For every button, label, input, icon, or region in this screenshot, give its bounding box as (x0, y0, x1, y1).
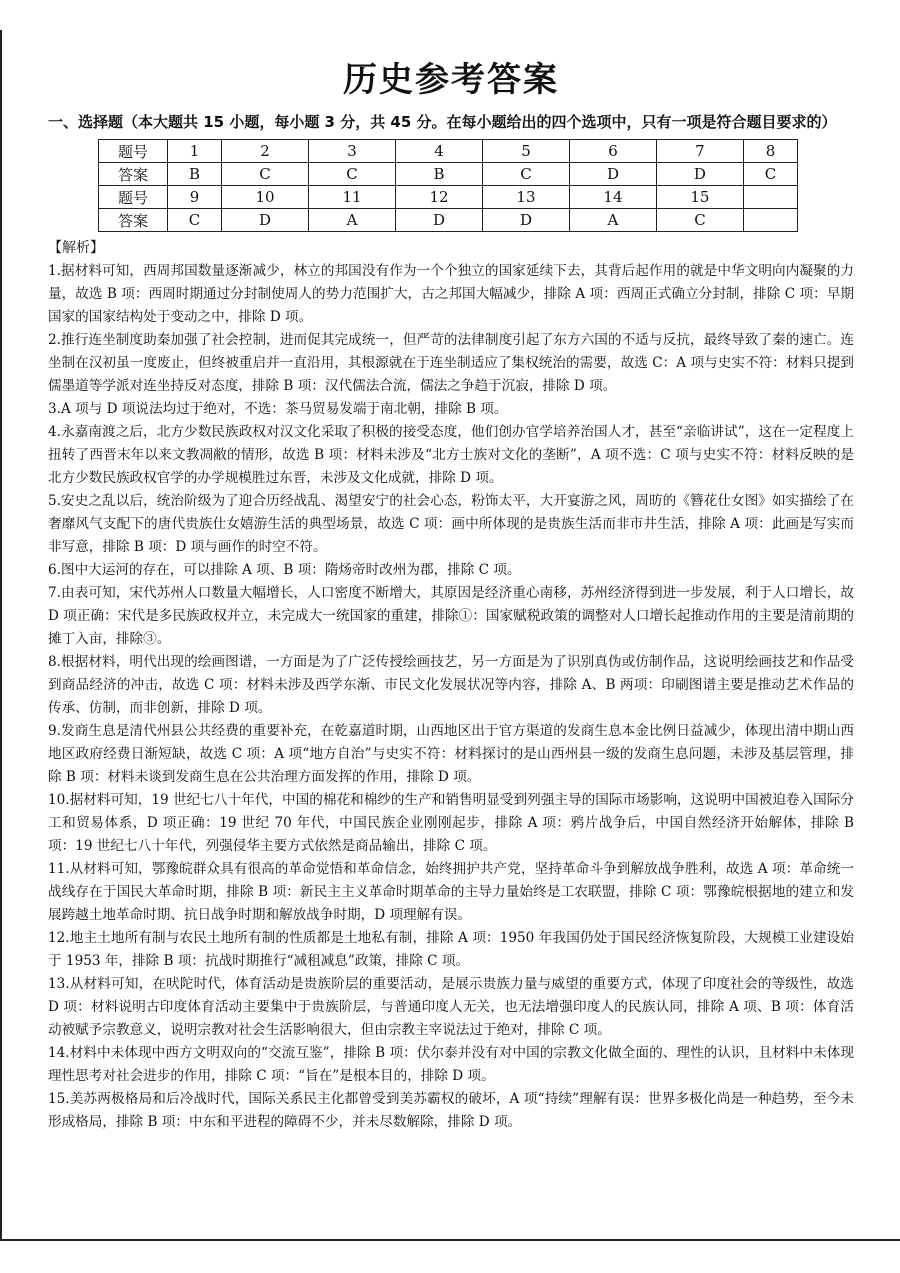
table-cell: B (168, 163, 222, 186)
analysis-item: 8.根据材料，明代出现的绘画图谱，一方面是为了广泛传授绘画技艺，另一方面是为了识别真伪或仿制作品，这说明绘画技艺和作品受到商品经济的冲击，故选 C 项：材料未涉及西学东渐、市民文化发展状况等内容，排除 A、B 两项：印刷图谱主要是推动艺术作品的传承、仿制，而非创新，排除 D 项。 (48, 654, 854, 716)
table-cell: D (656, 163, 743, 186)
analysis-item: 11.从材料可知，鄂豫皖群众具有很高的革命觉悟和革命信念，始终拥护共产党，坚持革命斗争到解放战争胜利，故选 A 项：革命统一战线存在于国民大革命时期，排除 B 项：新民主主义革命时期革命的主导力量始终是工农联盟，排除 C 项：鄂豫皖根据地的建立和发展跨越土地革命时期、抗日战争时期和解放战争时期，D 项理解有误。 (48, 861, 854, 923)
table-cell (743, 186, 797, 209)
table-cell: 8 (743, 140, 797, 163)
answer-table-row (99, 163, 798, 186)
table-cell: 9 (168, 186, 222, 209)
row-label: 题号 (99, 186, 168, 209)
analysis-item: 15.美苏两极格局和后冷战时代，国际关系民主化都曾受到美苏霸权的破坏，A 项“持续”理解有误：世界多极化尚是一种趋势，至今未形成格局，排除 B 项：中东和平进程的障碍不少，并未尽数解除，排除 D 项。 (48, 1091, 854, 1130)
analysis-label: 【解析】 (48, 240, 104, 256)
table-cell (743, 209, 797, 232)
table-cell: D (482, 209, 569, 232)
table-cell: A (569, 209, 656, 232)
table-cell: 2 (222, 140, 309, 163)
table-cell: 5 (482, 140, 569, 163)
table-cell: C (309, 163, 396, 186)
table-cell: 7 (656, 140, 743, 163)
table-cell: C (743, 163, 797, 186)
table-cell: 15 (656, 186, 743, 209)
page-border-left (0, 30, 2, 1240)
table-cell: 3 (309, 140, 396, 163)
analysis-item: 6.图中大运河的存在，可以排除 A 项、B 项：隋炀帝时改州为郡，排除 C 项。 (48, 562, 521, 578)
table-cell: 4 (396, 140, 483, 163)
analysis-item: 9.发商生息是清代州县公共经费的重要补充，在乾嘉道时期，山西地区出于官方渠道的发商生息本金比例日益减少，体现出清中期山西地区政府经费日渐短缺，故选 C 项：A 项“地方自治”与史实不符：材料探讨的是山西州县一级的发商生息问题，未涉及基层管理，排除 B 项：材料未谈到发商生息在公共治理方面发挥的作用，排除 D 项。 (48, 723, 854, 785)
table-cell: 6 (569, 140, 656, 163)
table-cell: D (222, 209, 309, 232)
row-label: 答案 (99, 163, 168, 186)
section-heading: 一、选择题（本大题共 15 小题，每小题 3 分，共 45 分。在每小题给出的四个选项中，只有一项是符合题目要求的） (48, 113, 837, 131)
analysis-item: 1.据材料可知，西周邦国数量逐渐减少，林立的邦国没有作为一个个独立的国家延续下去，其背后起作用的就是中华文明向内凝聚的力量，故选 B 项：西周时期通过分封制使周人的势力范围扩大，古之邦国大幅减少，排除 A 项：西周正式确立分封制，排除 C 项：早期国家的国家结构处于变动之中，排除 D 项。 (48, 263, 854, 325)
answer-document (48, 52, 854, 1134)
analysis-item: 14.材料中未体现中西方文明双向的“交流互鉴”，排除 B 项：伏尔泰并没有对中国的宗教文化做全面的、理性的认识，且材料中未体现理性思考对社会进步的作用，排除 C 项：“旨在”是根本目的，排除 D 项。 (48, 1045, 854, 1084)
analysis-item: 10.据材料可知，19 世纪七八十年代，中国的棉花和棉纱的生产和销售明显受到列强主导的国际市场影响，这说明中国被迫卷入国际分工和贸易体系，D 项正确：19 世纪 70 年代，中国民族企业刚刚起步，排除 A 项：鸦片战争后，中国自然经济开始解体，排除 B 项：19 世纪七八十年代，列强侵华主要方式依然是商品输出，排除 C 项。 (48, 792, 854, 854)
table-cell: C (222, 163, 309, 186)
analysis-list (48, 260, 854, 1134)
analysis-item: 7.由表可知，宋代苏州人口数量大幅增长，人口密度不断增大，其原因是经济重心南移，苏州经济得到进一步发展，利于人口增长，故 D 项正确：宋代是多民族政权并立，未完成大一统国家的重建，排除①：国家赋税政策的调整对人口增长起推动作用的主要是清前期的摊丁入亩，排除③。 (48, 585, 854, 647)
table-cell: A (309, 209, 396, 232)
table-cell: C (482, 163, 569, 186)
analysis-item: 5.安史之乱以后，统治阶级为了迎合历经战乱、渴望安宁的社会心态，粉饰太平，大开宴游之风，周昉的《簪花仕女图》如实描绘了在奢靡风气支配下的唐代贵族仕女嬉游生活的典型场景，故选 C 项：画中所体现的是贵族生活而非市井生活，排除 A 项：此画是写实而非写意，排除 B 项：D 项与画作的时空不符。 (48, 493, 854, 555)
table-cell: 13 (482, 186, 569, 209)
analysis-item: 2.推行连坐制度助秦加强了社会控制，进而促其完成统一，但严苛的法律制度引起了东方六国的不适与反抗，最终导致了秦的速亡。连坐制在汉初虽一度废止，但终被重启并一直沿用，其根源就在于连坐制适应了集权统治的需要，故选 C：A 项与史实不符：材料只提到儒墨道等学派对连坐持反对态度，排除 B 项：汉代儒法合流，儒法之争趋于沉寂，排除 D 项。 (48, 332, 854, 394)
table-cell: D (396, 209, 483, 232)
row-label: 题号 (99, 140, 168, 163)
answer-table-row (99, 140, 798, 163)
table-cell: C (656, 209, 743, 232)
table-cell: 12 (396, 186, 483, 209)
table-cell: 14 (569, 186, 656, 209)
analysis-item: 13.从材料可知，在吠陀时代，体育活动是贵族阶层的重要活动，是展示贵族力量与威望的重要方式，体现了印度社会的等级性，故选 D 项：材料说明古印度体育活动主要集中于贵族阶层，与普通印度人无关，也无法增强印度人的民族认同，排除 A 项、B 项：体育活动被赋予宗教意义，说明宗教对社会生活影响很大，但由宗教主宰说法过于绝对，排除 C 项。 (48, 976, 854, 1038)
analysis-item: 12.地主土地所有制与农民土地所有制的性质都是土地私有制，排除 A 项：1950 年我国仍处于国民经济恢复阶段，大规模工业建设始于 1953 年，排除 B 项：抗战时期推行“减租减息”政策，排除 C 项。 (48, 930, 854, 969)
table-cell: 10 (222, 186, 309, 209)
answer-table-row (99, 209, 798, 232)
table-cell: 11 (309, 186, 396, 209)
table-cell: D (569, 163, 656, 186)
answer-table (98, 139, 798, 232)
table-cell: 1 (168, 140, 222, 163)
row-label: 答案 (99, 209, 168, 232)
table-cell: C (168, 209, 222, 232)
page-border-bottom (0, 1239, 900, 1241)
analysis-item: 3.A 项与 D 项说法均过于绝对，不选：茶马贸易发端于南北朝，排除 B 项。 (48, 401, 508, 417)
analysis-item: 4.永嘉南渡之后，北方少数民族政权对汉文化采取了积极的接受态度，他们创办官学培养治国人才，甚至“亲临讲试”，这在一定程度上扭转了西晋末年以来文教凋敝的情形，故选 B 项：材料未涉及“北方士族对文化的垄断”，A 项不选：C 项与史实不符：材料反映的是北方少数民族政权官学的办学规模胜过东晋，未涉及文化成就，排除 D 项。 (48, 424, 854, 486)
page-title: 历史参考答案 (343, 60, 559, 100)
answer-table-row (99, 186, 798, 209)
table-cell: B (396, 163, 483, 186)
